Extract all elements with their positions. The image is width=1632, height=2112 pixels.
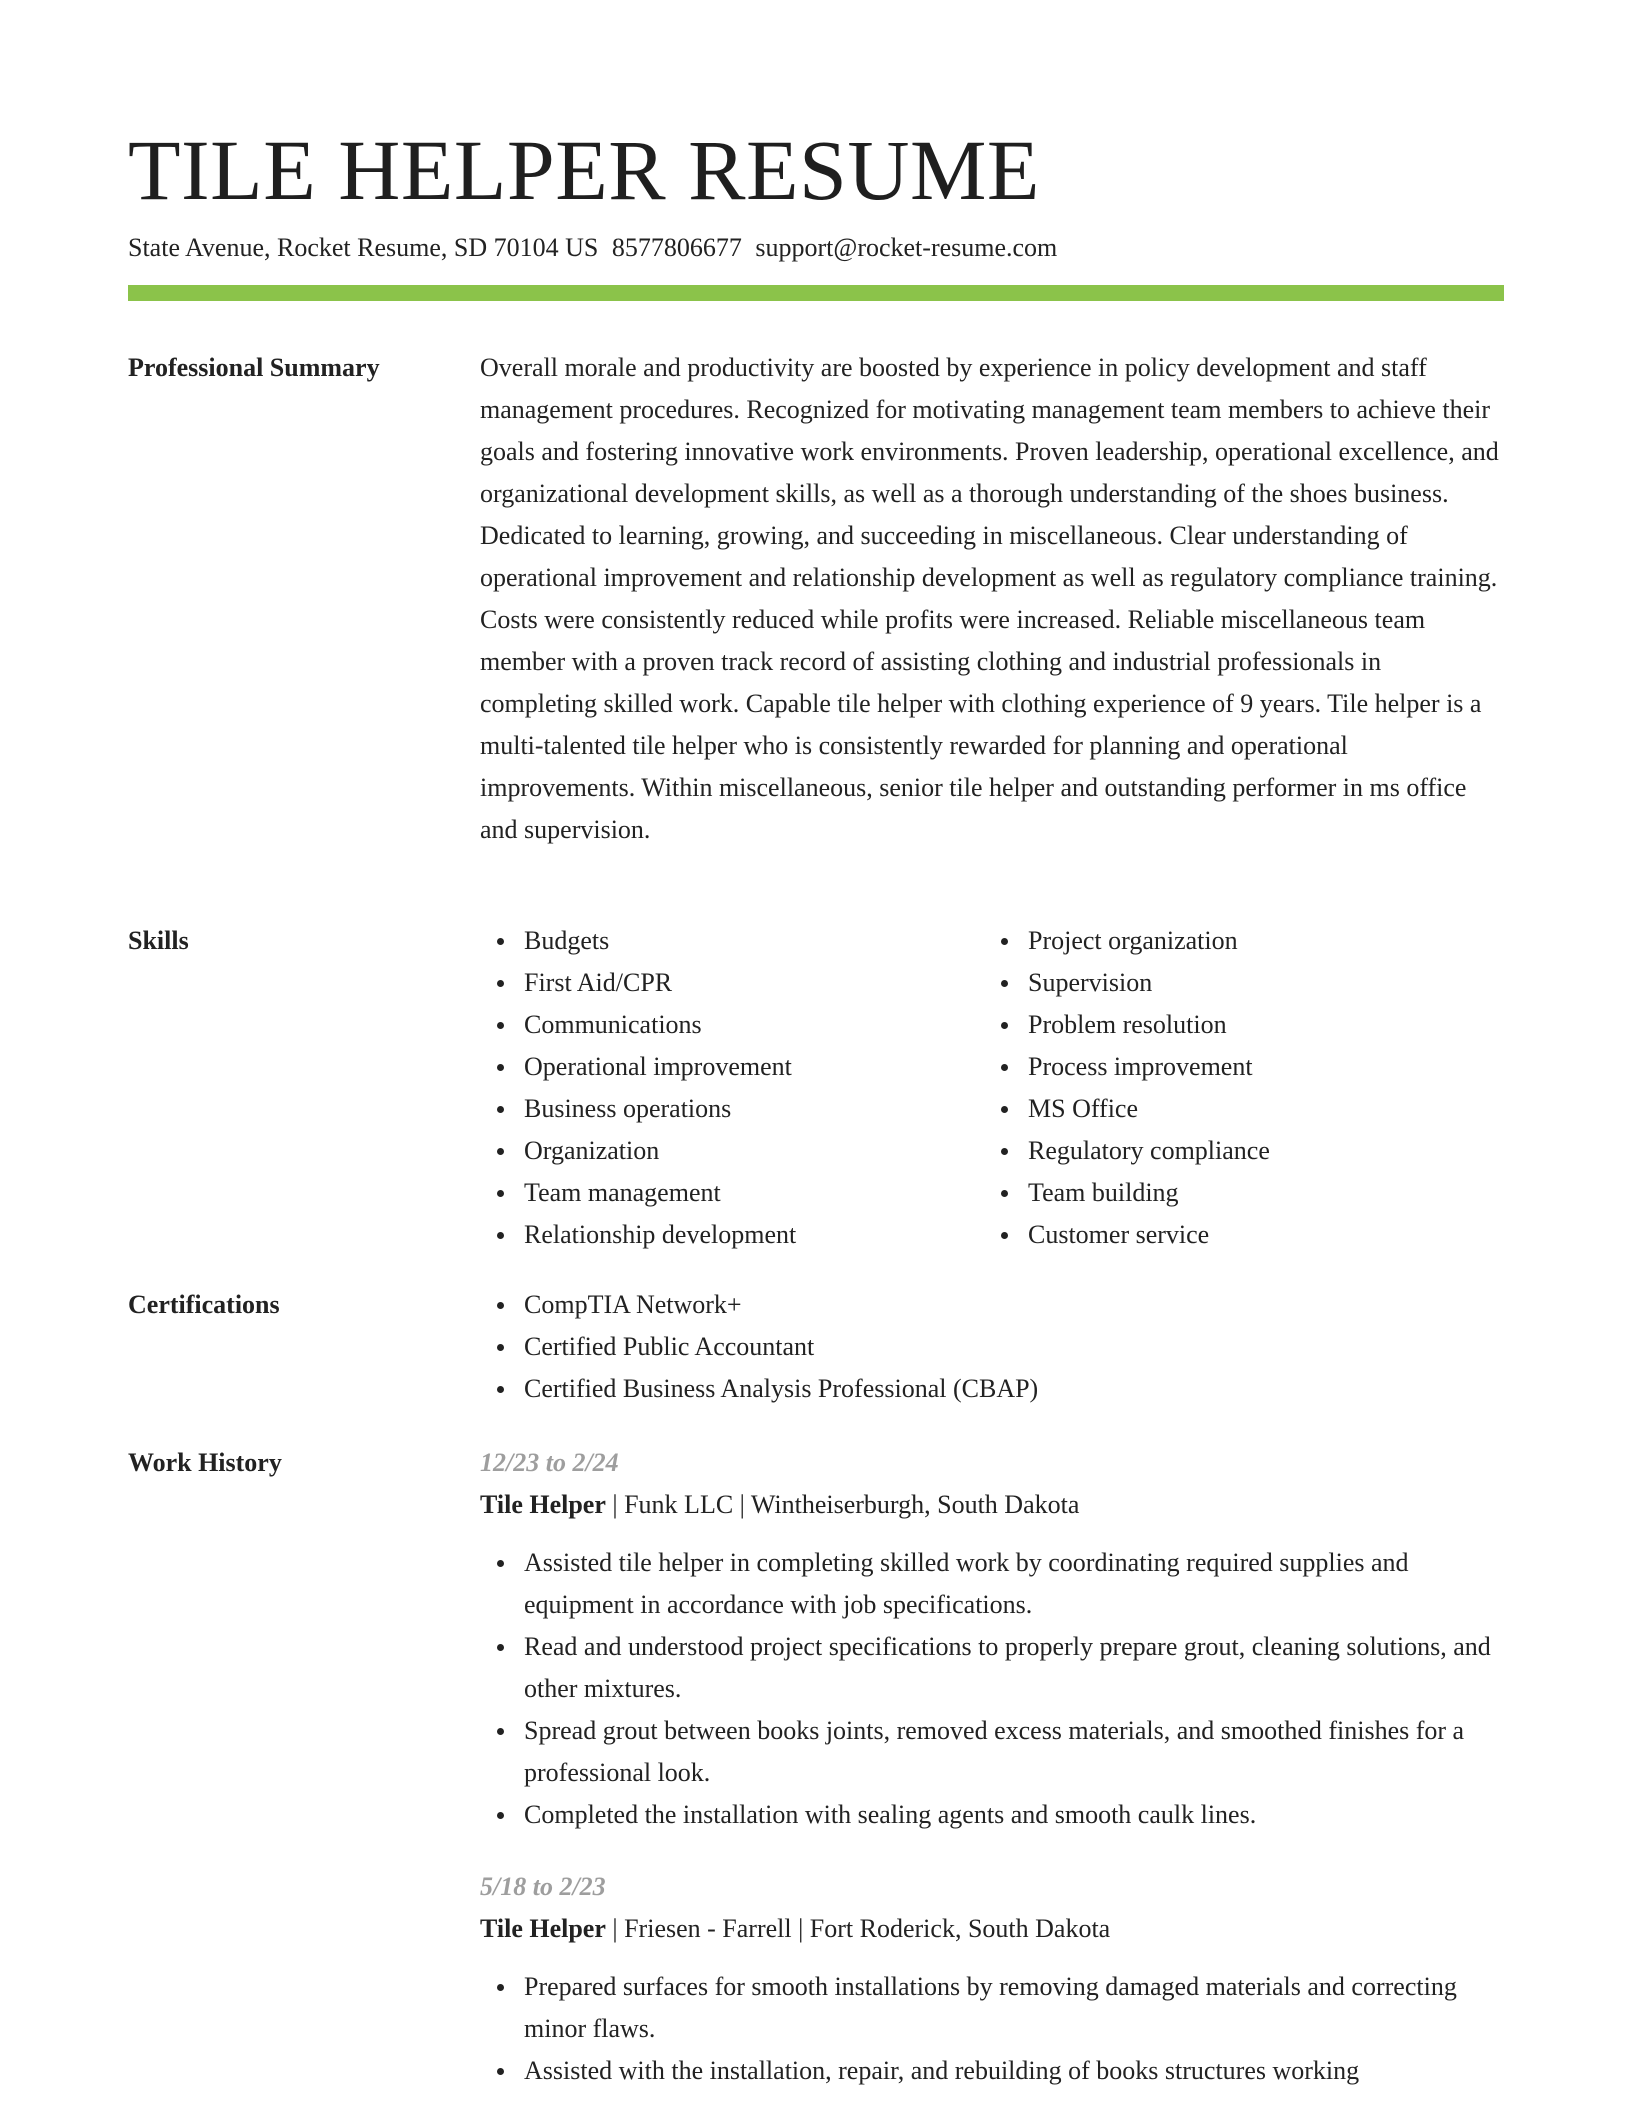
job-dates: 12/23 to 2/24 <box>480 1448 619 1477</box>
job-duty: Completed the installation with sealing agents and smooth caulk lines. <box>524 1794 1504 1836</box>
certification-item: Certified Business Analysis Professional (CBAP) <box>524 1368 1504 1410</box>
skill-item: Organization <box>524 1130 984 1172</box>
summary-heading: Professional Summary <box>128 353 380 382</box>
job-duty: Read and understood project specifications to properly prepare grout, cleaning solutions, and other mixtures. <box>524 1626 1504 1710</box>
job-details: | Friesen - Farrell | Fort Roderick, South Dakota <box>605 1914 1111 1943</box>
skill-item: Regulatory compliance <box>1028 1130 1488 1172</box>
skills-column-left <box>480 920 984 1256</box>
skill-item: Team management <box>524 1172 984 1214</box>
resume-page <box>128 0 1504 2112</box>
job-spacer <box>480 1836 1504 1866</box>
skill-item: Supervision <box>1028 962 1488 1004</box>
skill-item: Business operations <box>524 1088 984 1130</box>
job-duties-list <box>480 1966 1504 2092</box>
skills-heading: Skills <box>128 926 189 955</box>
skill-item: Customer service <box>1028 1214 1488 1256</box>
job-title: Tile Helper <box>480 1490 606 1519</box>
job-duty: Assisted tile helper in completing skilled work by coordinating required supplies and equipment in accordance with job specifications. <box>524 1542 1504 1626</box>
contact-email: support@rocket-resume.com <box>755 233 1058 262</box>
skill-item: Project organization <box>1028 920 1488 962</box>
job-duty: Spread grout between books joints, removed excess materials, and smoothed finishes for a professional look. <box>524 1710 1504 1794</box>
certification-item: Certified Public Accountant <box>524 1326 1504 1368</box>
job-heading <box>480 1484 1504 1526</box>
job-duty: Prepared surfaces for smooth installations by removing damaged materials and correcting minor flaws. <box>524 1966 1504 2050</box>
job-details: | Funk LLC | Wintheiserburgh, South Dakota <box>605 1490 1080 1519</box>
skills-column-right <box>984 920 1488 1256</box>
job-title: Tile Helper <box>480 1914 606 1943</box>
job-duty: Assisted with the installation, repair, and rebuilding of books structures working <box>524 2050 1504 2092</box>
summary-text: Overall morale and productivity are boosted by experience in policy development and staff management procedures. Recognized for motivating management team members to achieve their goals and fostering innovative work environments. Proven leadership, operational excellence, and organizational development skills, as well as a thorough understanding of the shoes business. Dedicated to learning, growing, and succeeding in miscellaneous. Clear understanding of operational improvement and relationship development as well as regulatory compliance training. Costs were consistently reduced while profits were increased. Reliable miscellaneous team member with a proven track record of assisting clothing and industrial professionals in completing skilled work. Capable tile helper with clothing experience of 9 years. Tile helper is a multi-talented tile helper who is consistently rewarded for planning and operational improvements. Within miscellaneous, senior tile helper and outstanding performer in ms office and supervision. <box>480 353 1499 844</box>
certification-item: CompTIA Network+ <box>524 1284 1504 1326</box>
skill-item: Problem resolution <box>1028 1004 1488 1046</box>
job-duties-list <box>480 1542 1504 1836</box>
certifications-list <box>480 1284 1504 1410</box>
job-dates: 5/18 to 2/23 <box>480 1872 606 1901</box>
job-heading <box>480 1908 1504 1950</box>
skill-item: Operational improvement <box>524 1046 984 1088</box>
skill-item: Communications <box>524 1004 984 1046</box>
work-history-heading: Work History <box>128 1448 282 1477</box>
skills-list-left <box>480 920 984 1256</box>
skill-item: Team building <box>1028 1172 1488 1214</box>
skills-list-right <box>984 920 1488 1256</box>
contact-phone: 8577806677 <box>611 233 742 262</box>
skills-columns <box>480 920 1504 1256</box>
skill-item: Process improvement <box>1028 1046 1488 1088</box>
job-entry <box>480 1442 1504 1836</box>
contact-address: State Avenue, Rocket Resume, SD 70104 US <box>128 233 599 262</box>
skill-item: First Aid/CPR <box>524 962 984 1004</box>
contact-line <box>128 230 1057 266</box>
resume-title: TILE HELPER RESUME <box>128 122 1040 218</box>
certifications-heading: Certifications <box>128 1290 280 1319</box>
job-entry <box>480 1866 1504 2092</box>
accent-divider <box>128 285 1504 301</box>
skill-item: MS Office <box>1028 1088 1488 1130</box>
skill-item: Relationship development <box>524 1214 984 1256</box>
skill-item: Budgets <box>524 920 984 962</box>
